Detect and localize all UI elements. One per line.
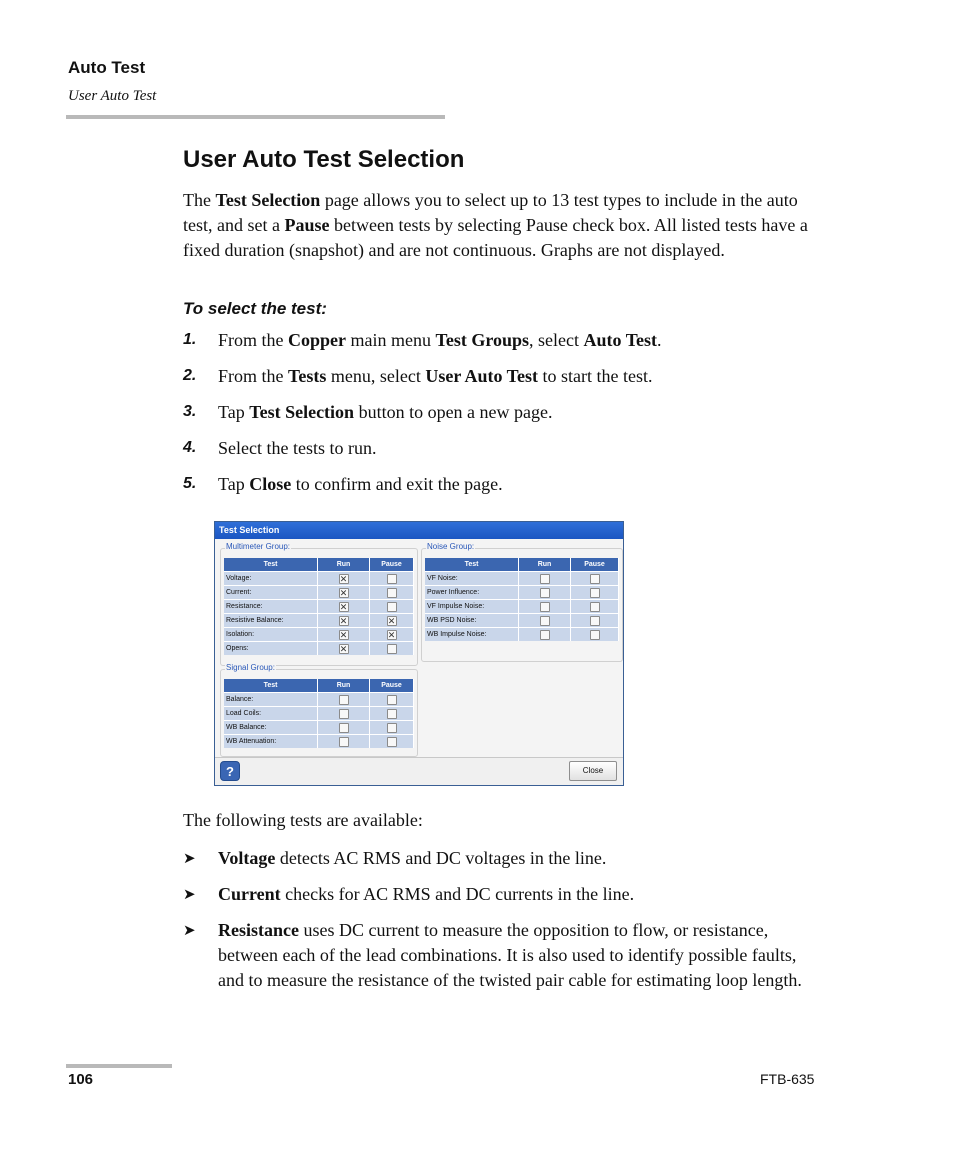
step-text: Tap Close to confirm and exit the page. (218, 474, 503, 494)
test-name: Load Coils: (224, 706, 318, 720)
pause-checkbox[interactable] (387, 574, 397, 584)
table-row (224, 641, 414, 655)
step-text: From the Copper main menu Test Groups, select Auto Test. (218, 330, 662, 350)
pause-cell (370, 641, 414, 655)
run-checkbox[interactable] (540, 574, 550, 584)
step-number: 2. (183, 367, 197, 384)
test-name: WB Attenuation: (224, 734, 318, 748)
test-name: Balance: (224, 692, 318, 706)
table-row (224, 599, 414, 613)
column-header-run: Run (519, 558, 571, 571)
column-header-test: Test (224, 558, 318, 571)
run-checkbox[interactable] (540, 616, 550, 626)
table-row (425, 585, 619, 599)
noise-table (425, 558, 619, 641)
pause-cell (370, 599, 414, 613)
bullet-text: Resistance uses DC current to measure the opposition to flow, or resistance, between each of the lead combinations. It is also used to identify possible faults, and to measure the resistance of the twisted pair cable for estimating loop length. (218, 920, 802, 990)
column-header-pause: Pause (370, 558, 414, 571)
signal-table (224, 679, 414, 748)
pause-checkbox[interactable] (387, 644, 397, 654)
procedure-title: To select the test: (183, 299, 327, 318)
pause-checkbox[interactable]: ✕ (387, 615, 396, 626)
run-cell (318, 734, 370, 748)
table-row (224, 706, 414, 720)
running-header-section: Auto Test (68, 58, 146, 77)
intro-bold-test-selection: Test Selection (215, 190, 321, 210)
signal-group (220, 663, 418, 757)
table-row (224, 734, 414, 748)
column-header-test: Test (425, 558, 519, 571)
footer-rule (66, 1064, 172, 1068)
run-cell (519, 627, 571, 641)
pause-checkbox[interactable] (590, 602, 600, 612)
run-checkbox[interactable]: ✕ (339, 573, 348, 584)
run-cell (318, 692, 370, 706)
run-checkbox[interactable] (339, 695, 349, 705)
page-title: User Auto Test Selection (183, 146, 465, 173)
run-cell (318, 571, 370, 585)
table-row (224, 613, 414, 627)
pause-checkbox[interactable] (387, 709, 397, 719)
pause-cell (370, 692, 414, 706)
pause-cell (370, 585, 414, 599)
table-row (224, 720, 414, 734)
pause-cell (571, 585, 619, 599)
run-cell (318, 706, 370, 720)
run-cell (519, 585, 571, 599)
table-row (425, 627, 619, 641)
run-checkbox[interactable] (339, 709, 349, 719)
test-name: Current: (224, 585, 318, 599)
page-number: 106 (68, 1071, 94, 1088)
run-cell (318, 641, 370, 655)
bullet-arrow-icon: ➤ (183, 849, 196, 867)
test-selection-window (214, 521, 624, 786)
signal-group-label: Signal Group: (226, 663, 275, 672)
test-name: Opens: (224, 641, 318, 655)
column-header-test: Test (224, 679, 318, 692)
table-row (224, 692, 414, 706)
table-row (224, 571, 414, 585)
step-number: 3. (183, 403, 197, 420)
intro-text: The (183, 190, 216, 210)
test-name: Power Influence: (425, 585, 519, 599)
bullet-text: Voltage detects AC RMS and DC voltages in the line. (218, 848, 607, 868)
pause-checkbox[interactable] (387, 588, 397, 598)
pause-cell (370, 706, 414, 720)
run-cell (519, 571, 571, 585)
running-header-subsection: User Auto Test (68, 88, 157, 104)
table-row (425, 613, 619, 627)
intro-bold-pause: Pause (284, 215, 330, 235)
run-cell (318, 599, 370, 613)
noise-group (421, 542, 623, 662)
test-name: Resistive Balance: (224, 613, 318, 627)
pause-cell (571, 627, 619, 641)
run-cell (318, 627, 370, 641)
intro-text: between tests by selecting Pause check box. All listed tests have a fixed duration (snapshot) and are not continuous. Graphs are not displayed. (183, 215, 808, 260)
pause-cell (571, 599, 619, 613)
table-row (425, 599, 619, 613)
multimeter-group-label: Multimeter Group: (226, 542, 291, 551)
pause-cell (571, 571, 619, 585)
run-checkbox[interactable]: ✕ (339, 629, 348, 640)
window-title-bar: Test Selection (215, 522, 623, 539)
column-header-pause: Pause (571, 558, 619, 571)
intro-text: page allows you to select up to 13 test types to include in the auto test, and set a (183, 190, 798, 235)
pause-checkbox[interactable] (590, 616, 600, 626)
pause-checkbox[interactable] (387, 737, 397, 747)
noise-group-label: Noise Group: (427, 542, 475, 551)
pause-cell (370, 571, 414, 585)
step-text: From the Tests menu, select User Auto Test to start the test. (218, 366, 653, 386)
test-name: VF Noise: (425, 571, 519, 585)
pause-checkbox[interactable] (387, 695, 397, 705)
intro-paragraph (183, 188, 823, 263)
pause-checkbox[interactable] (590, 630, 600, 640)
step-text: Select the tests to run. (218, 438, 377, 458)
multimeter-table (224, 558, 414, 655)
close-button[interactable]: Close (569, 761, 617, 781)
run-cell (519, 613, 571, 627)
test-name: WB PSD Noise: (425, 613, 519, 627)
column-header-pause: Pause (370, 679, 414, 692)
table-row (224, 627, 414, 641)
run-checkbox[interactable] (339, 737, 349, 747)
test-name: VF Impulse Noise: (425, 599, 519, 613)
run-checkbox[interactable] (540, 588, 550, 598)
test-name: WB Impulse Noise: (425, 627, 519, 641)
window-button-bar (215, 757, 623, 785)
test-name: Isolation: (224, 627, 318, 641)
bullet-arrow-icon: ➤ (183, 921, 196, 939)
product-model: FTB-635 (760, 1071, 815, 1087)
run-cell (318, 613, 370, 627)
pause-cell (571, 613, 619, 627)
test-name: Resistance: (224, 599, 318, 613)
pause-cell (370, 627, 414, 641)
step-number: 1. (183, 331, 197, 348)
pause-checkbox[interactable] (387, 723, 397, 733)
test-name: WB Balance: (224, 720, 318, 734)
multimeter-group (220, 542, 418, 666)
pause-checkbox[interactable] (590, 588, 600, 598)
pause-cell (370, 734, 414, 748)
table-row (425, 571, 619, 585)
header-rule (66, 115, 445, 119)
run-checkbox[interactable] (540, 630, 550, 640)
column-header-run: Run (318, 679, 370, 692)
run-checkbox[interactable]: ✕ (339, 587, 348, 598)
step-number: 5. (183, 475, 197, 492)
run-checkbox[interactable] (339, 723, 349, 733)
run-cell (318, 585, 370, 599)
test-name: Voltage: (224, 571, 318, 585)
column-header-run: Run (318, 558, 370, 571)
pause-checkbox[interactable] (387, 602, 397, 612)
help-button[interactable]: ? (220, 761, 240, 781)
available-tests-intro: The following tests are available: (183, 810, 423, 830)
run-checkbox[interactable]: ✕ (339, 643, 348, 654)
run-cell (519, 599, 571, 613)
pause-checkbox[interactable] (590, 574, 600, 584)
run-checkbox[interactable] (540, 602, 550, 612)
pause-cell (370, 720, 414, 734)
run-checkbox[interactable]: ✕ (339, 601, 348, 612)
bullet-arrow-icon: ➤ (183, 885, 196, 903)
run-checkbox[interactable]: ✕ (339, 615, 348, 626)
table-row (224, 585, 414, 599)
pause-checkbox[interactable]: ✕ (387, 629, 396, 640)
step-text: Tap Test Selection button to open a new page. (218, 402, 553, 422)
pause-cell (370, 613, 414, 627)
run-cell (318, 720, 370, 734)
step-number: 4. (183, 439, 197, 456)
bullet-text: Current checks for AC RMS and DC currents in the line. (218, 884, 635, 904)
